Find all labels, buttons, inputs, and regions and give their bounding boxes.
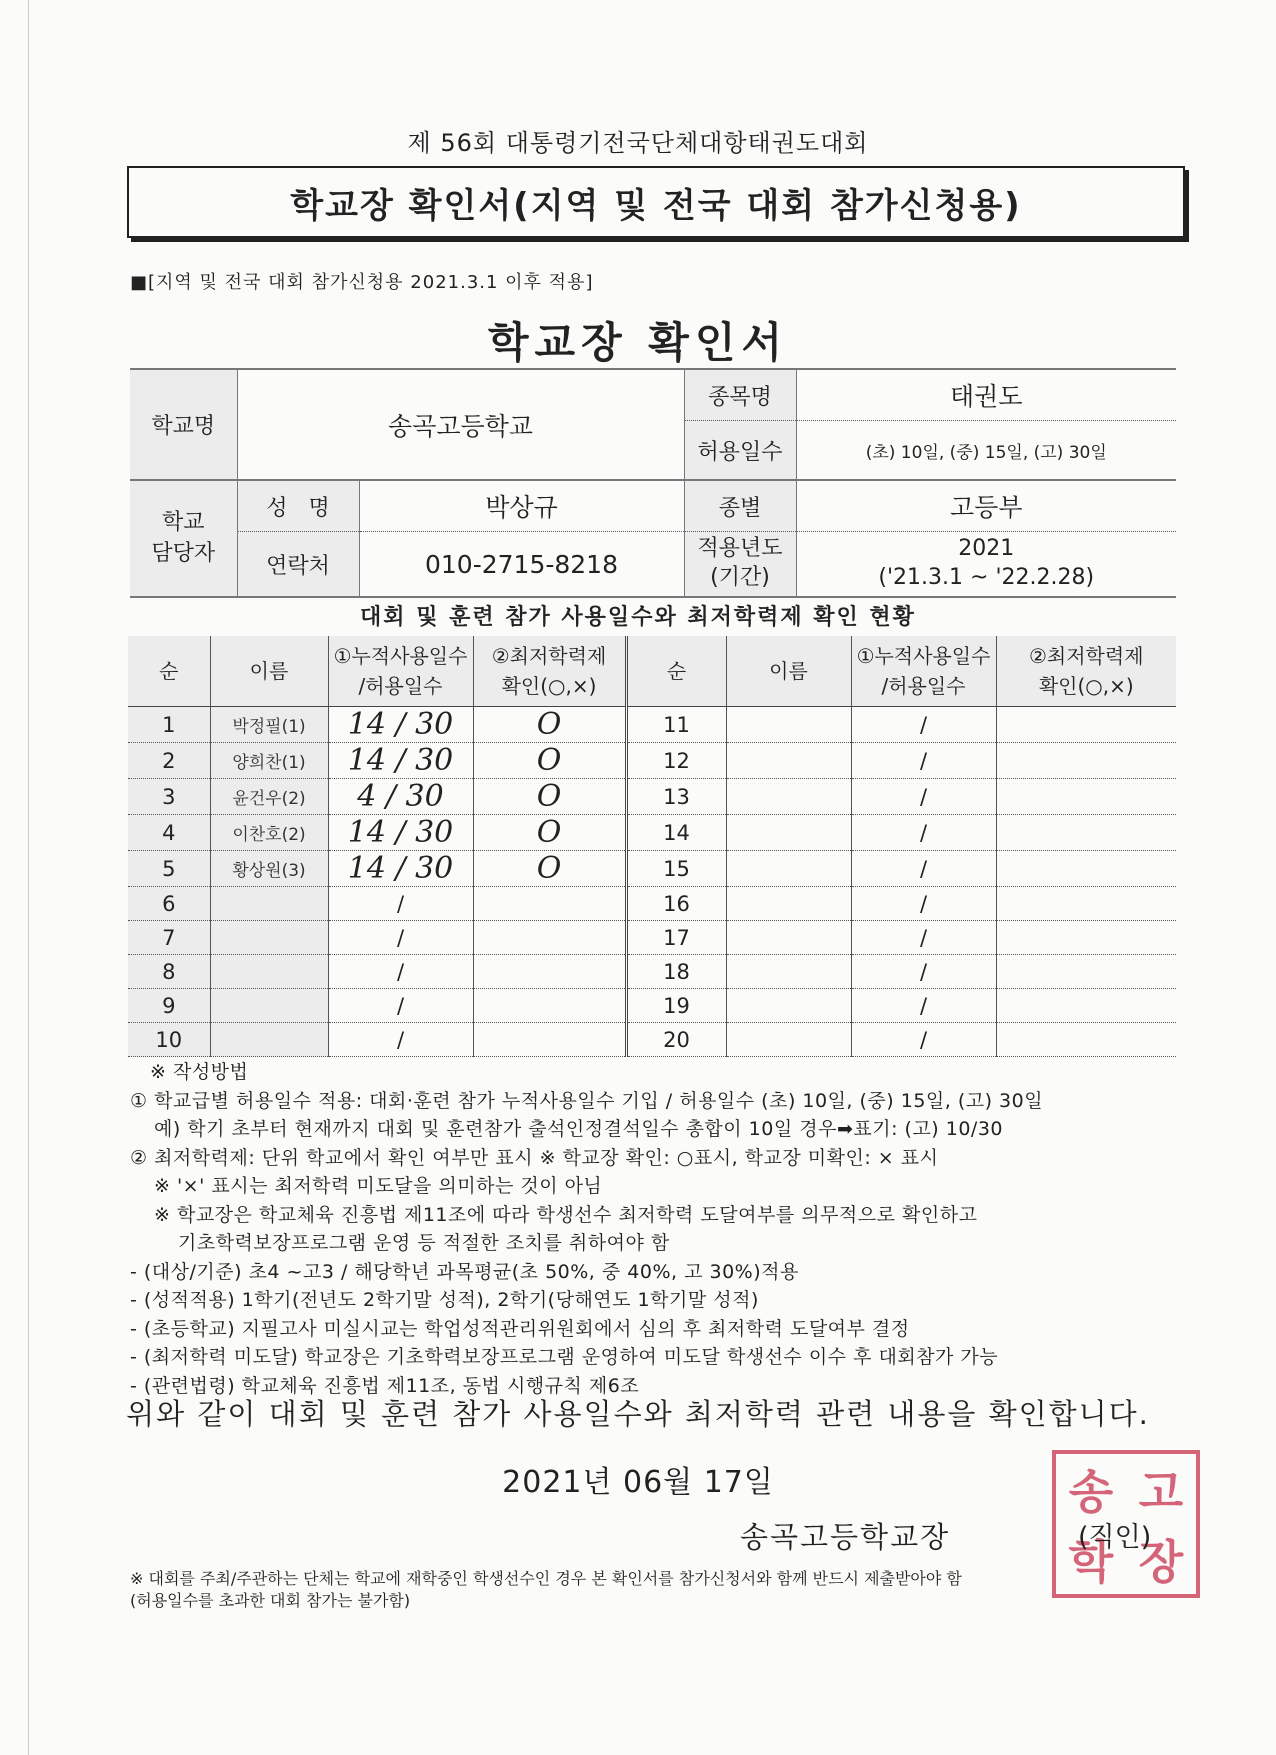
row-no-right: 20 <box>626 1023 726 1057</box>
seal-label: (직인) <box>1078 1522 1152 1553</box>
row-check-right <box>996 851 1176 887</box>
row-name: 양희찬(1) <box>210 743 328 779</box>
header-check: ②최저학력제 확인(○,×) <box>473 636 626 707</box>
row-days-right: / <box>851 743 996 779</box>
row-check: O <box>473 743 626 779</box>
table-row <box>128 779 1176 815</box>
seal-char: 학 <box>1068 1535 1114 1589</box>
row-days: / <box>328 887 473 921</box>
footnote: ※ 대회를 주최/주관하는 단체는 학교에 재학중인 학생선수인 경우 본 확인서를 참가신청서와 함께 반드시 제출받아야 함 (허용일수를 초과한 대회 참가는 불가함) <box>130 1569 962 1610</box>
row-days: 14 / 30 <box>328 851 473 887</box>
event-title: 제 56회 대통령기전국단체대항태권도대회 <box>407 129 869 157</box>
row-no: 8 <box>128 955 210 989</box>
instruction-line: - (성적적용) 1학기(전년도 2학기말 성적), 2학기(당해연도 1학기말 성적) <box>130 1289 759 1311</box>
row-days-right: / <box>851 887 996 921</box>
table-row <box>128 743 1176 779</box>
row-check <box>473 921 626 955</box>
row-days-right: / <box>851 779 996 815</box>
row-no: 5 <box>128 851 210 887</box>
row-no-right: 17 <box>626 921 726 955</box>
table-row <box>128 955 1176 989</box>
row-check <box>473 989 626 1023</box>
instruction-line: ② 최저학력제: 단위 학교에서 확인 여부만 표시 ※ 학교장 확인: ○표시, 학교장 미확인: × 표시 <box>130 1146 939 1169</box>
row-check-right <box>996 921 1176 955</box>
row-check-right <box>996 707 1176 743</box>
row-check: O <box>473 851 626 887</box>
row-no-right: 19 <box>626 989 726 1023</box>
row-check-right <box>996 887 1176 921</box>
table-row <box>128 707 1176 743</box>
row-no: 2 <box>128 743 210 779</box>
usage-section-title: 대회 및 훈련 참가 사용일수와 최저학력제 확인 현황 <box>360 605 916 630</box>
info-table <box>130 368 1176 598</box>
row-no: 3 <box>128 779 210 815</box>
row-name <box>210 887 328 921</box>
allowed-days-value: (초) 10일, (중) 15일, (고) 30일 <box>865 442 1107 463</box>
row-days-right: / <box>851 989 996 1023</box>
row-name-right <box>726 955 851 989</box>
row-no: 4 <box>128 815 210 851</box>
confirmation-statement: 위와 같이 대회 및 훈련 참가 사용일수와 최저학력 관련 내용을 확인합니다. <box>126 1397 1150 1431</box>
row-name-right <box>726 815 851 851</box>
row-check: O <box>473 779 626 815</box>
row-name: 이찬호(2) <box>210 815 328 851</box>
main-title: 학교장 확인서 <box>487 318 789 367</box>
sport-value: 태권도 <box>796 369 1176 421</box>
row-no-right: 14 <box>626 815 726 851</box>
row-days-right: / <box>851 955 996 989</box>
row-no: 7 <box>128 921 210 955</box>
row-days: 14 / 30 <box>328 743 473 779</box>
instruction-line: - (관련법령) 학교체육 진흥법 제11조, 동법 시행규칙 제6조 <box>130 1374 640 1397</box>
row-no-right: 11 <box>626 707 726 743</box>
contact-value: 010-2715-8218 <box>359 532 684 598</box>
instruction-line: - (대상/기준) 초4 ~고3 / 해당학년 과목평균(초 50%, 중 40%, 고 30%)적용 <box>130 1260 799 1283</box>
instruction-line: ① 학교급별 허용일수 적용: 대회·훈련 참가 누적사용일수 기입 / 허용일수 (초) 10일, (중) 15일, (고) 30일 <box>130 1089 1044 1112</box>
applicability-notice: ■[지역 및 전국 대회 참가신청용 2021.3.1 이후 적용] <box>130 272 594 293</box>
row-no-right: 13 <box>626 779 726 815</box>
row-name-right <box>726 1023 851 1057</box>
instruction-line: 예) 학기 초부터 현재까지 대회 및 훈련참가 출석인정결석일수 총합이 10일 경우➡표기: (고) 10/30 <box>154 1118 1004 1140</box>
name-label: 성 명 <box>237 480 359 532</box>
row-name-right <box>726 887 851 921</box>
row-check-right <box>996 743 1176 779</box>
header-no-right: 순 <box>626 636 726 707</box>
header-name-right: 이름 <box>726 636 851 707</box>
row-no: 10 <box>128 1023 210 1057</box>
header-check-right: ②최저학력제 확인(○,×) <box>996 636 1176 707</box>
table-row <box>128 921 1176 955</box>
row-check: O <box>473 707 626 743</box>
manager-name: 박상규 <box>359 480 684 532</box>
header-days: ①누적사용일수 /허용일수 <box>328 636 473 707</box>
row-check-right <box>996 815 1176 851</box>
row-check-right <box>996 989 1176 1023</box>
row-name-right <box>726 743 851 779</box>
row-days-right: / <box>851 1023 996 1057</box>
table-row <box>128 989 1176 1023</box>
row-name: 황상원(3) <box>210 851 328 887</box>
row-days-right: / <box>851 815 996 851</box>
instruction-line: ※ '×' 표시는 최저학력 미도달을 의미하는 것이 아님 <box>154 1175 603 1197</box>
year-value: 2021 ('21.3.1 ~ '22.2.28) <box>878 536 1095 590</box>
row-name <box>210 955 328 989</box>
seal-char: 송 <box>1068 1465 1114 1519</box>
writing-instructions <box>130 1058 1170 1400</box>
row-days: / <box>328 1023 473 1057</box>
row-name-right <box>726 707 851 743</box>
row-check-right <box>996 955 1176 989</box>
year-label: 적용년도 (기간) <box>684 532 796 598</box>
table-row <box>128 815 1176 851</box>
category-label: 종별 <box>684 480 796 532</box>
table-row <box>128 851 1176 887</box>
row-days: / <box>328 955 473 989</box>
row-no: 1 <box>128 707 210 743</box>
row-check-right <box>996 1023 1176 1057</box>
header-name: 이름 <box>210 636 328 707</box>
seal-char: 고 <box>1138 1465 1184 1519</box>
row-days: / <box>328 921 473 955</box>
row-days: 14 / 30 <box>328 815 473 851</box>
principal-title: 송곡고등학교장 <box>740 1520 951 1554</box>
row-no: 6 <box>128 887 210 921</box>
instruction-line: - (초등학교) 지필고사 미실시교는 학업성적관리위원회에서 심의 후 최저학력 도달여부 결정 <box>130 1317 910 1340</box>
row-name-right <box>726 989 851 1023</box>
header-days-right: ①누적사용일수 /허용일수 <box>851 636 996 707</box>
school-name: 송곡고등학교 <box>237 369 684 480</box>
row-name: 윤건우(2) <box>210 779 328 815</box>
row-days: 14 / 30 <box>328 707 473 743</box>
row-no-right: 15 <box>626 851 726 887</box>
sport-label: 종목명 <box>684 369 796 421</box>
issue-date: 2021년 06월 17일 <box>502 1465 774 1500</box>
row-days-right: / <box>851 851 996 887</box>
table-row <box>128 1023 1176 1057</box>
row-name <box>210 921 328 955</box>
row-name-right <box>726 851 851 887</box>
row-check <box>473 955 626 989</box>
usage-table <box>128 636 1176 1057</box>
row-no-right: 18 <box>626 955 726 989</box>
category-value: 고등부 <box>796 480 1176 532</box>
row-days-right: / <box>851 707 996 743</box>
document-title-box: 학교장 확인서(지역 및 전국 대회 참가신청용) <box>127 166 1185 238</box>
row-name <box>210 1023 328 1057</box>
instruction-line: ※ 학교장은 학교체육 진흥법 제11조에 따라 학생선수 최저학력 도달여부를 의무적으로 확인하고 <box>154 1203 978 1226</box>
instruction-line: - (최저학력 미도달) 학교장은 기초학력보장프로그램 운영하여 미도달 학생선수 이수 후 대회참가 가능 <box>130 1346 999 1368</box>
manager-label: 학교 담당자 <box>130 480 237 597</box>
row-days: 4 / 30 <box>328 779 473 815</box>
allowed-days-label: 허용일수 <box>684 421 796 481</box>
row-check: O <box>473 815 626 851</box>
school-label: 학교명 <box>130 369 237 480</box>
row-no-right: 16 <box>626 887 726 921</box>
instruction-line: ※ 작성방법 <box>150 1061 249 1083</box>
row-name: 박정필(1) <box>210 707 328 743</box>
row-name-right <box>726 779 851 815</box>
row-no-right: 12 <box>626 743 726 779</box>
row-name <box>210 989 328 1023</box>
header-no: 순 <box>128 636 210 707</box>
seal-char: 장 <box>1138 1535 1184 1589</box>
row-name-right <box>726 921 851 955</box>
row-days: / <box>328 989 473 1023</box>
instruction-line: 기초학력보장프로그램 운영 등 적절한 조치를 취하여야 함 <box>178 1232 670 1254</box>
row-days-right: / <box>851 921 996 955</box>
contact-label: 연락처 <box>237 532 359 598</box>
table-row <box>128 887 1176 921</box>
row-check <box>473 887 626 921</box>
row-check-right <box>996 779 1176 815</box>
row-check <box>473 1023 626 1057</box>
row-no: 9 <box>128 989 210 1023</box>
